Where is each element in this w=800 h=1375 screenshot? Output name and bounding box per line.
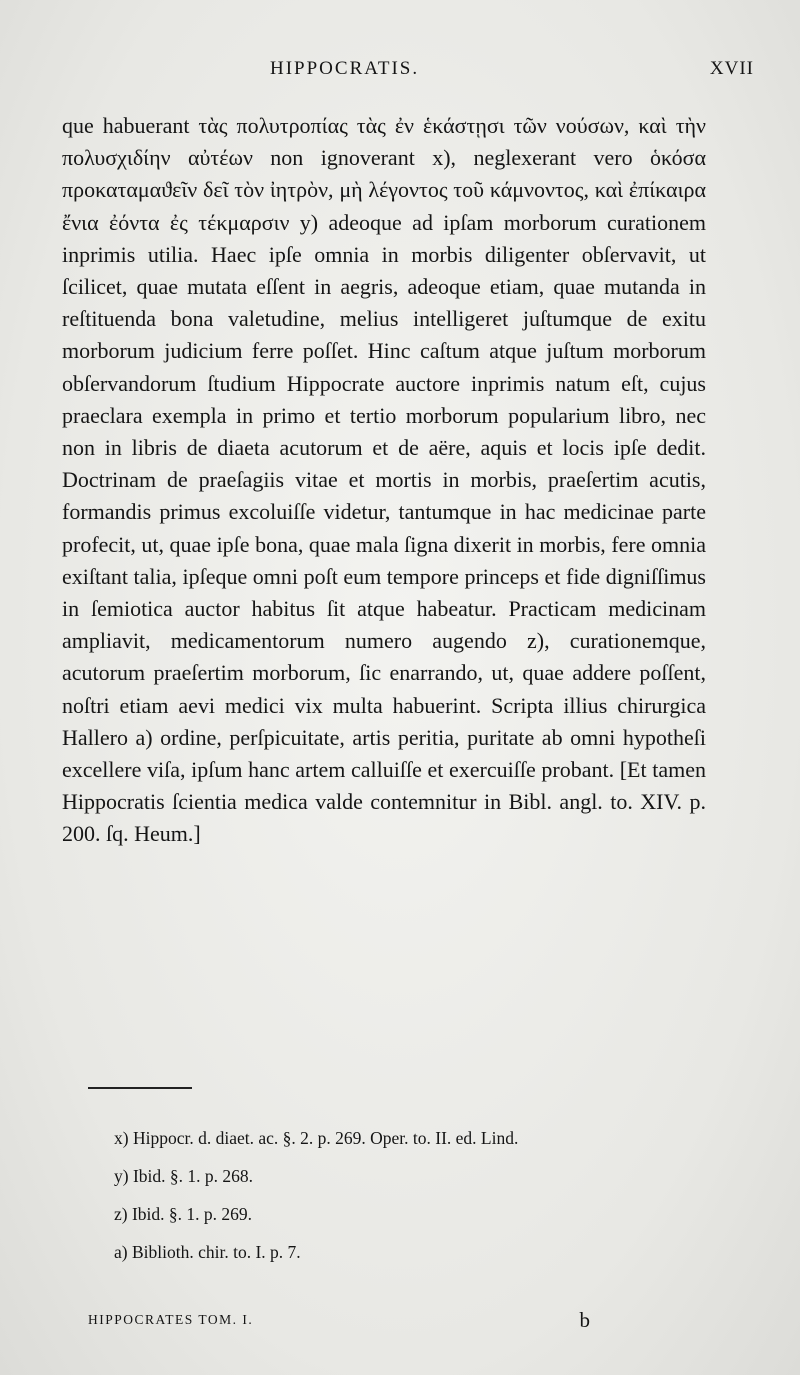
signature-line [88,1308,708,1334]
footnote-separator [88,1087,192,1089]
page-header [60,58,754,88]
body-paragraph: que habuerant τὰς πολυτροπίας τὰς ἐν ἑκάστῃσι τῶν νούσων, καὶ τὴν πολυσχιδίην αὐτέων non ignoverant x), neglexerant vero ὁκόσα προκαταμαϑεῖν δεῖ τὸν ἰητρὸν, μὴ λέγοντος τοῦ κάμνοντος, καὶ ἐπίκαιρα ἔνια ἐόντα ἐς τέκμαρσιν y) adeoque ad ipſam morborum curationem inprimis utilia. Haec ipſe omnia in morbis diligenter obſervavit, ut ſcilicet, quae mutata eſſent in aegris, adeoque etiam, quae mutanda in reſtituenda bona valetudine, melius intelligeret juſtumque de exitu morborum judicium ferre poſſet. Hinc caſtum atque juſtum morborum obſervandorum ſtudium Hippocrate auctore inprimis natum eſt, cujus praeclara exempla in primo et tertio morborum popularium libro, nec non in libris de diaeta acutorum et de aëre, aquis et locis ipſe dedit. Doctrinam de praeſagiis vitae et mortis in morbis, praeſertim acutis, formandis primus excoluiſſe videtur, tantumque in hac medicinae parte profecit, ut, quae ipſe bona, quae mala ſigna dixerit in morbis, fere omnia exiſtant talia, ipſeque omni poſt eum tempore princeps et fide digniſſimus in ſemiotica auctor habitus ſit atque habeatur. Practicam medicinam ampliavit, medicamentorum numero augendo z), curationemque, acutorum praeſertim morborum, ſic enarrando, ut, quae addere poſſent, noſtri etiam aevi medici vix multa habuerint. Scripta illius chirurgica Hallero a) ordine, perſpicuitate, artis peritia, puritate ab omni hypotheſi excellere viſa, ipſum hanc artem calluiſſe et exercuiſſe probant. [Et tamen Hippocratis ſcientia medica valde contemnitur in Bibl. angl. to. XIV. p. 200. ſq. Heum.] [62,113,706,847]
footnote-y: y) Ibid. §. 1. p. 268. [114,1166,254,1186]
footnote-x: x) Hippocr. d. diaet. ac. §. 2. p. 269. Oper. to. II. ed. Lind. [114,1128,519,1148]
footnote-a: a) Biblioth. chir. to. I. p. 7. [114,1242,301,1262]
signature-mark: b [579,1308,590,1332]
running-title: HIPPOCRATIS. [270,58,420,79]
footnotes [62,1125,712,1277]
signature-title: HIPPOCRATES TOM. I. [88,1312,254,1327]
footnote-z: z) Ibid. §. 1. p. 269. [114,1204,253,1224]
page-number: XVII [709,58,754,79]
